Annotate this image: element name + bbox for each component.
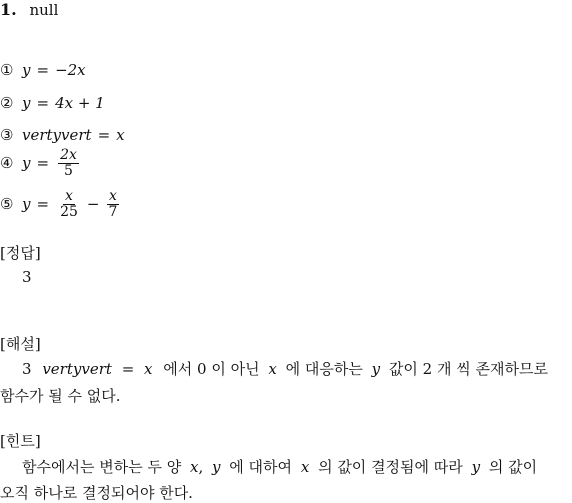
- explanation-var-y: y: [371, 360, 381, 378]
- fraction-numerator: 2x: [60, 147, 77, 163]
- option-lhs: y: [22, 195, 31, 214]
- option-lhs: y: [22, 61, 31, 79]
- fraction-denominator: 7: [108, 203, 118, 220]
- hint-var-x: x: [190, 458, 199, 476]
- explanation-text: 에서 0 이 아닌: [163, 360, 260, 378]
- hint-comma: ,: [198, 458, 204, 476]
- fraction-numerator: x: [65, 188, 73, 204]
- option-equals: =: [36, 154, 50, 173]
- hint-text: 의 값이: [488, 458, 538, 476]
- fraction-numerator: x: [108, 188, 117, 204]
- option-2[interactable]: [0, 94, 105, 112]
- answer-value: 3: [22, 268, 32, 286]
- hint-text: 함수에서는 변하는 두 양: [22, 458, 182, 476]
- option-5[interactable]: [0, 189, 122, 219]
- option-marker: ④: [0, 154, 14, 173]
- explanation-text: 에 대응하는: [285, 360, 363, 378]
- hint-label: [힌트]: [0, 432, 41, 450]
- option-rhs: −2x: [55, 61, 86, 79]
- explanation-label: [해설]: [0, 335, 41, 353]
- option-rhs: x: [116, 126, 125, 144]
- explanation-var-x: x: [268, 360, 277, 378]
- option-equals: =: [36, 94, 50, 112]
- hint-text: 의 값이 결정됨에 따라: [318, 458, 463, 476]
- hint-text: 에 대하여: [229, 458, 293, 476]
- explanation-expr-eq: =: [121, 360, 135, 378]
- option-equals: =: [36, 61, 50, 79]
- option-1[interactable]: [0, 61, 86, 79]
- option-equals: =: [36, 195, 50, 214]
- hint-line-2: 오직 하나로 결정되어야 한다.: [0, 484, 193, 502]
- option-marker: ⑤: [0, 195, 14, 214]
- explanation-expr-rhs: x: [144, 360, 153, 378]
- option-lhs: y: [22, 94, 31, 112]
- hint-var-y2: y: [471, 458, 481, 476]
- option-marker: ②: [0, 94, 14, 112]
- explanation-line-2: 함수가 될 수 없다.: [0, 387, 121, 405]
- option-equals: =: [97, 126, 111, 144]
- minus-sign: −: [86, 195, 100, 214]
- fraction: [106, 189, 119, 219]
- question-title: null: [29, 1, 59, 19]
- fraction-denominator: 25: [60, 203, 78, 220]
- fraction: [58, 189, 80, 219]
- explanation-expr-lhs: vertyvert: [42, 360, 112, 378]
- option-marker: ①: [0, 61, 14, 79]
- hint-var-x2: x: [300, 458, 310, 476]
- hint-line-1: [22, 456, 537, 477]
- question-number: 1.: [0, 0, 17, 19]
- option-lhs: y: [22, 154, 31, 173]
- answer-label: [정답]: [0, 244, 41, 262]
- option-rhs: 4x + 1: [55, 94, 105, 112]
- explanation-lead: 3: [22, 360, 32, 378]
- option-marker: ③: [0, 126, 14, 144]
- fraction: [58, 148, 79, 178]
- hint-var-y: y: [212, 458, 221, 476]
- fraction-denominator: 5: [64, 162, 73, 179]
- explanation-text: 값이 2 개 씩 존재하므로: [388, 360, 548, 378]
- explanation-line-1: [22, 358, 548, 379]
- option-3[interactable]: [0, 126, 125, 144]
- question-header: [0, 0, 58, 19]
- option-lhs: vertyvert: [22, 126, 92, 144]
- option-4[interactable]: [0, 148, 82, 178]
